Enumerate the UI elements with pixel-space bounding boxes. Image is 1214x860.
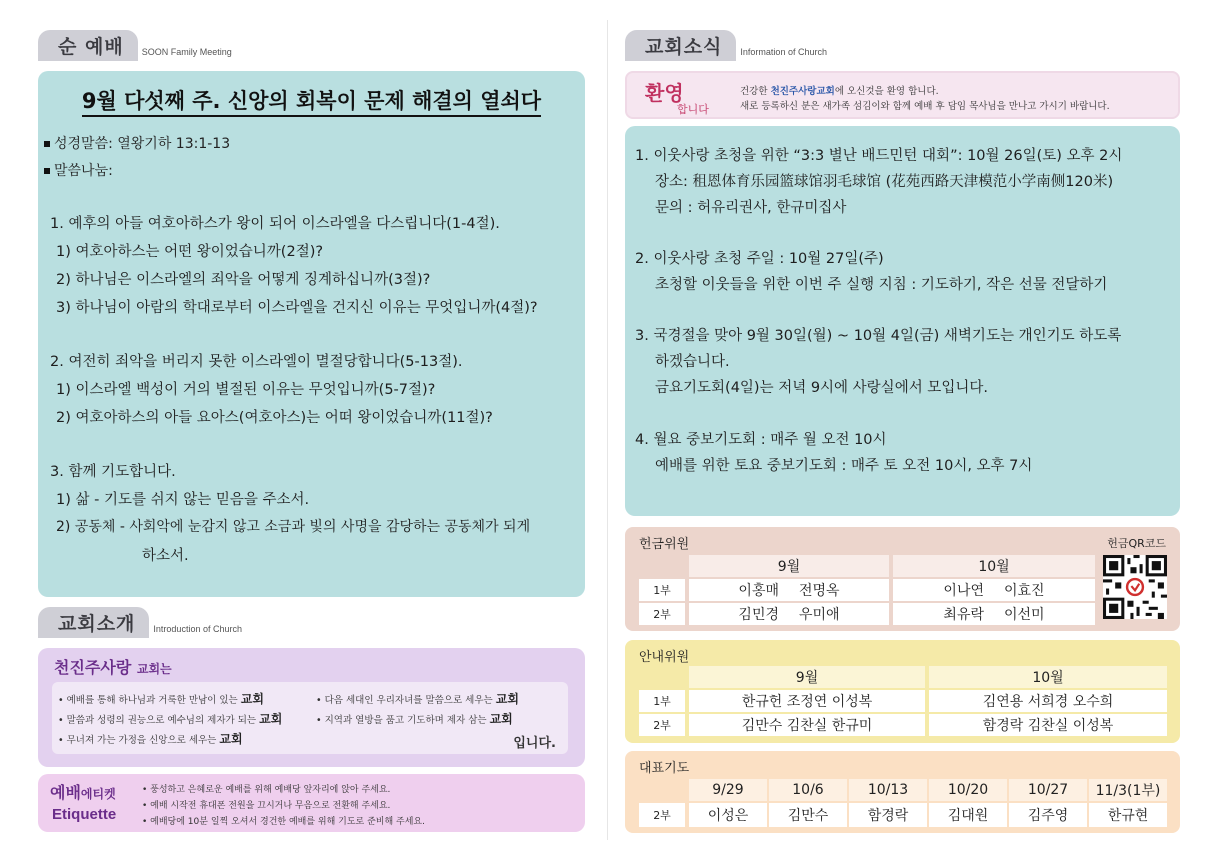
prayer-name: 김만수 xyxy=(769,803,847,827)
etiquette-item: • 예배 시작전 휴대폰 전원을 끄시거나 무음으로 전환해 주세요. xyxy=(142,801,391,811)
intro-section-header xyxy=(38,607,242,638)
news-detail: 예배를 위한 토요 중보기도회 : 매주 토 오전 10시, 오후 7시 xyxy=(655,458,1033,474)
offering-month-header: 9월 xyxy=(689,555,889,577)
sermon-panel xyxy=(38,71,585,597)
news-section-title: 교회소식 xyxy=(625,30,736,61)
intro-item: • 말씀과 성령의 권능으로 예수님의 제자가 되는 교회 xyxy=(58,712,283,726)
representative-prayer-panel xyxy=(625,751,1180,833)
prayer-name: 김주영 xyxy=(1009,803,1087,827)
news-item: 2. 이웃사랑 초청 주일 : 10월 27일(주) xyxy=(635,251,884,267)
news-detail: 초청할 이웃들을 위한 이번 주 실행 지침 : 기도하기, 작은 선물 전달하기 xyxy=(655,277,1108,293)
news-panel xyxy=(625,126,1180,516)
question-item: 1) 여호아하스는 어떤 왕이었습니까(2절)? xyxy=(56,244,324,260)
offering-names: 김민경 우미애 xyxy=(689,603,889,625)
service-label: 2부 xyxy=(639,714,685,736)
intro-section-title: 교회소개 xyxy=(38,607,149,638)
offering-names: 이홍매 전명옥 xyxy=(689,579,889,601)
news-detail: 문의 : 허유리권사, 한규미집사 xyxy=(655,200,847,216)
news-detail: 금요기도회(4일)는 저녁 9시에 사랑실에서 모입니다. xyxy=(655,380,988,396)
intro-item: • 예배를 통해 하나님과 거룩한 만남이 있는 교회 xyxy=(58,692,264,706)
question-item: 3) 하나님이 아람의 학대로부터 이스라엘을 건지신 이유는 무엇입니까(4절)? xyxy=(56,300,538,316)
prayer-date: 9/29 xyxy=(689,779,767,801)
prayer-name: 한규현 xyxy=(1089,803,1167,827)
prayer-name: 이성은 xyxy=(689,803,767,827)
discussion-label: 말씀나눔: xyxy=(44,160,113,180)
etiquette-subtitle: Etiquette xyxy=(52,806,117,823)
prayer-date: 10/13 xyxy=(849,779,927,801)
intro-item: • 지역과 열방을 품고 기도하며 제자 삼는 교회 xyxy=(316,712,513,726)
service-label: 2부 xyxy=(639,603,685,625)
usher-title: 안내위원 xyxy=(639,650,690,665)
intro-title: 천진주사랑 교회는 xyxy=(54,658,172,677)
offering-names: 최유락 이선미 xyxy=(893,603,1095,625)
news-item: 3. 국경절을 맞아 9월 30일(월) ~ 10월 4일(금) 새벽기도는 개인기도 하도록 xyxy=(635,328,1122,344)
prayer-date: 10/20 xyxy=(929,779,1007,801)
intro-item: • 무너져 가는 가정을 신앙으로 세우는 교회 xyxy=(58,732,243,746)
question-item: 2) 여호아하스의 아들 요아스(여호아스)는 어떠 왕이었습니까(11절)? xyxy=(56,410,493,426)
welcome-banner xyxy=(625,71,1180,119)
prayer-date: 11/3(1부) xyxy=(1089,779,1167,801)
usher-names: 한규헌 조정연 이성복 xyxy=(689,690,925,712)
usher-names: 김연용 서희경 오수희 xyxy=(929,690,1167,712)
news-detail: 하겠습니다. xyxy=(655,354,730,370)
qr-code-icon xyxy=(1103,555,1167,619)
prayer-name: 김대원 xyxy=(929,803,1007,827)
welcome-small-text: 합니다 xyxy=(677,103,709,116)
prayer-title: 대표기도 xyxy=(639,761,690,776)
usher-names: 함경락 김찬실 이성복 xyxy=(929,714,1167,736)
news-section-subtitle: Information of Church xyxy=(740,47,827,57)
prayer-date: 10/6 xyxy=(769,779,847,801)
offering-qr-label: 헌금QR코드 xyxy=(1107,537,1166,550)
news-item: 4. 월요 중보기도회 : 매주 월 오전 10시 xyxy=(635,432,887,448)
question-heading: 1. 예후의 아들 여호아하스가 왕이 되어 이스라엘을 다스립니다(1-4절). xyxy=(50,216,500,232)
worship-section-subtitle: SOON Family Meeting xyxy=(141,47,232,57)
square-bullet-icon xyxy=(44,141,50,147)
scripture-line: 성경말씀: 열왕기하 13:1-13 xyxy=(44,133,230,153)
question-heading: 3. 함께 기도합니다. xyxy=(50,464,176,480)
offering-qr-code[interactable] xyxy=(1103,555,1167,619)
worship-section-header xyxy=(38,30,232,61)
prayer-item: 2) 공동체 - 사회악에 눈감지 않고 소금과 빛의 사명을 감당하는 공동체가 되게 xyxy=(56,519,531,535)
church-intro-panel xyxy=(38,648,585,767)
intro-list xyxy=(52,682,568,754)
offering-committee-panel xyxy=(625,527,1180,631)
etiquette-panel xyxy=(38,774,585,832)
worship-section-title: 순 예배 xyxy=(38,30,138,61)
service-label: 2부 xyxy=(639,803,685,827)
news-section-header xyxy=(625,30,827,61)
usher-names: 김만수 김찬실 한규미 xyxy=(689,714,925,736)
welcome-line-2: 새로 등록하신 분은 새가족 섬김이와 함께 예배 후 담임 목사님을 만나고 가시기 바랍니다. xyxy=(740,101,1110,112)
usher-committee-panel xyxy=(625,640,1180,743)
question-item: 1) 이스라엘 백성이 거의 별절된 이유는 무엇입니까(5-7절)? xyxy=(56,382,436,398)
prayer-date: 10/27 xyxy=(1009,779,1087,801)
column-divider xyxy=(607,20,608,840)
etiquette-title: 예배에티켓 xyxy=(50,783,116,802)
welcome-line-1: 건강한 천진주사랑교회에 오신것을 환영 합니다. xyxy=(740,86,939,97)
prayer-name: 함경락 xyxy=(849,803,927,827)
etiquette-item: • 풍성하고 은혜로운 예배를 위해 예배당 앞자리에 앉아 주세요. xyxy=(142,785,391,795)
intro-item: • 다음 세대인 우리자녀를 말씀으로 세우는 교회 xyxy=(316,692,519,706)
usher-month-header: 9월 xyxy=(689,666,925,688)
prayer-item-continued: 하소서. xyxy=(142,548,189,564)
offering-month-header: 10월 xyxy=(893,555,1095,577)
intro-section-subtitle: Introduction of Church xyxy=(153,624,242,634)
question-item: 2) 하나님은 이스라엘의 죄악을 어떻게 징계하십니까(3절)? xyxy=(56,272,431,288)
intro-ending: 입니다. xyxy=(513,736,556,751)
news-detail: 장소: 租恩体育乐园篮球馆羽毛球馆 (花苑西路天津模范小学南侧120米) xyxy=(655,174,1114,190)
offering-names: 이나연 이효진 xyxy=(893,579,1095,601)
sermon-title: 9월 다섯째 주. 신앙의 회복이 문제 해결의 열쇠다 xyxy=(38,85,585,115)
prayer-item: 1) 삶 - 기도를 쉬지 않는 믿음을 주소서. xyxy=(56,492,310,508)
square-bullet-icon xyxy=(44,168,50,174)
etiquette-item: • 예배당에 10분 일찍 오셔서 경건한 예배를 위해 기도로 준비해 주세요. xyxy=(142,817,425,827)
service-label: 1부 xyxy=(639,579,685,601)
service-label: 1부 xyxy=(639,690,685,712)
usher-month-header: 10월 xyxy=(929,666,1167,688)
welcome-big-text: 환영 xyxy=(645,81,684,105)
offering-title: 헌금위원 xyxy=(639,537,690,552)
question-heading: 2. 여전히 죄악을 버리지 못한 이스라엘이 멸절당합니다(5-13절). xyxy=(50,354,463,370)
news-item: 1. 이웃사랑 초청을 위한 “3:3 별난 배드민턴 대회”: 10월 26일(토) 오후 2시 xyxy=(635,148,1123,164)
